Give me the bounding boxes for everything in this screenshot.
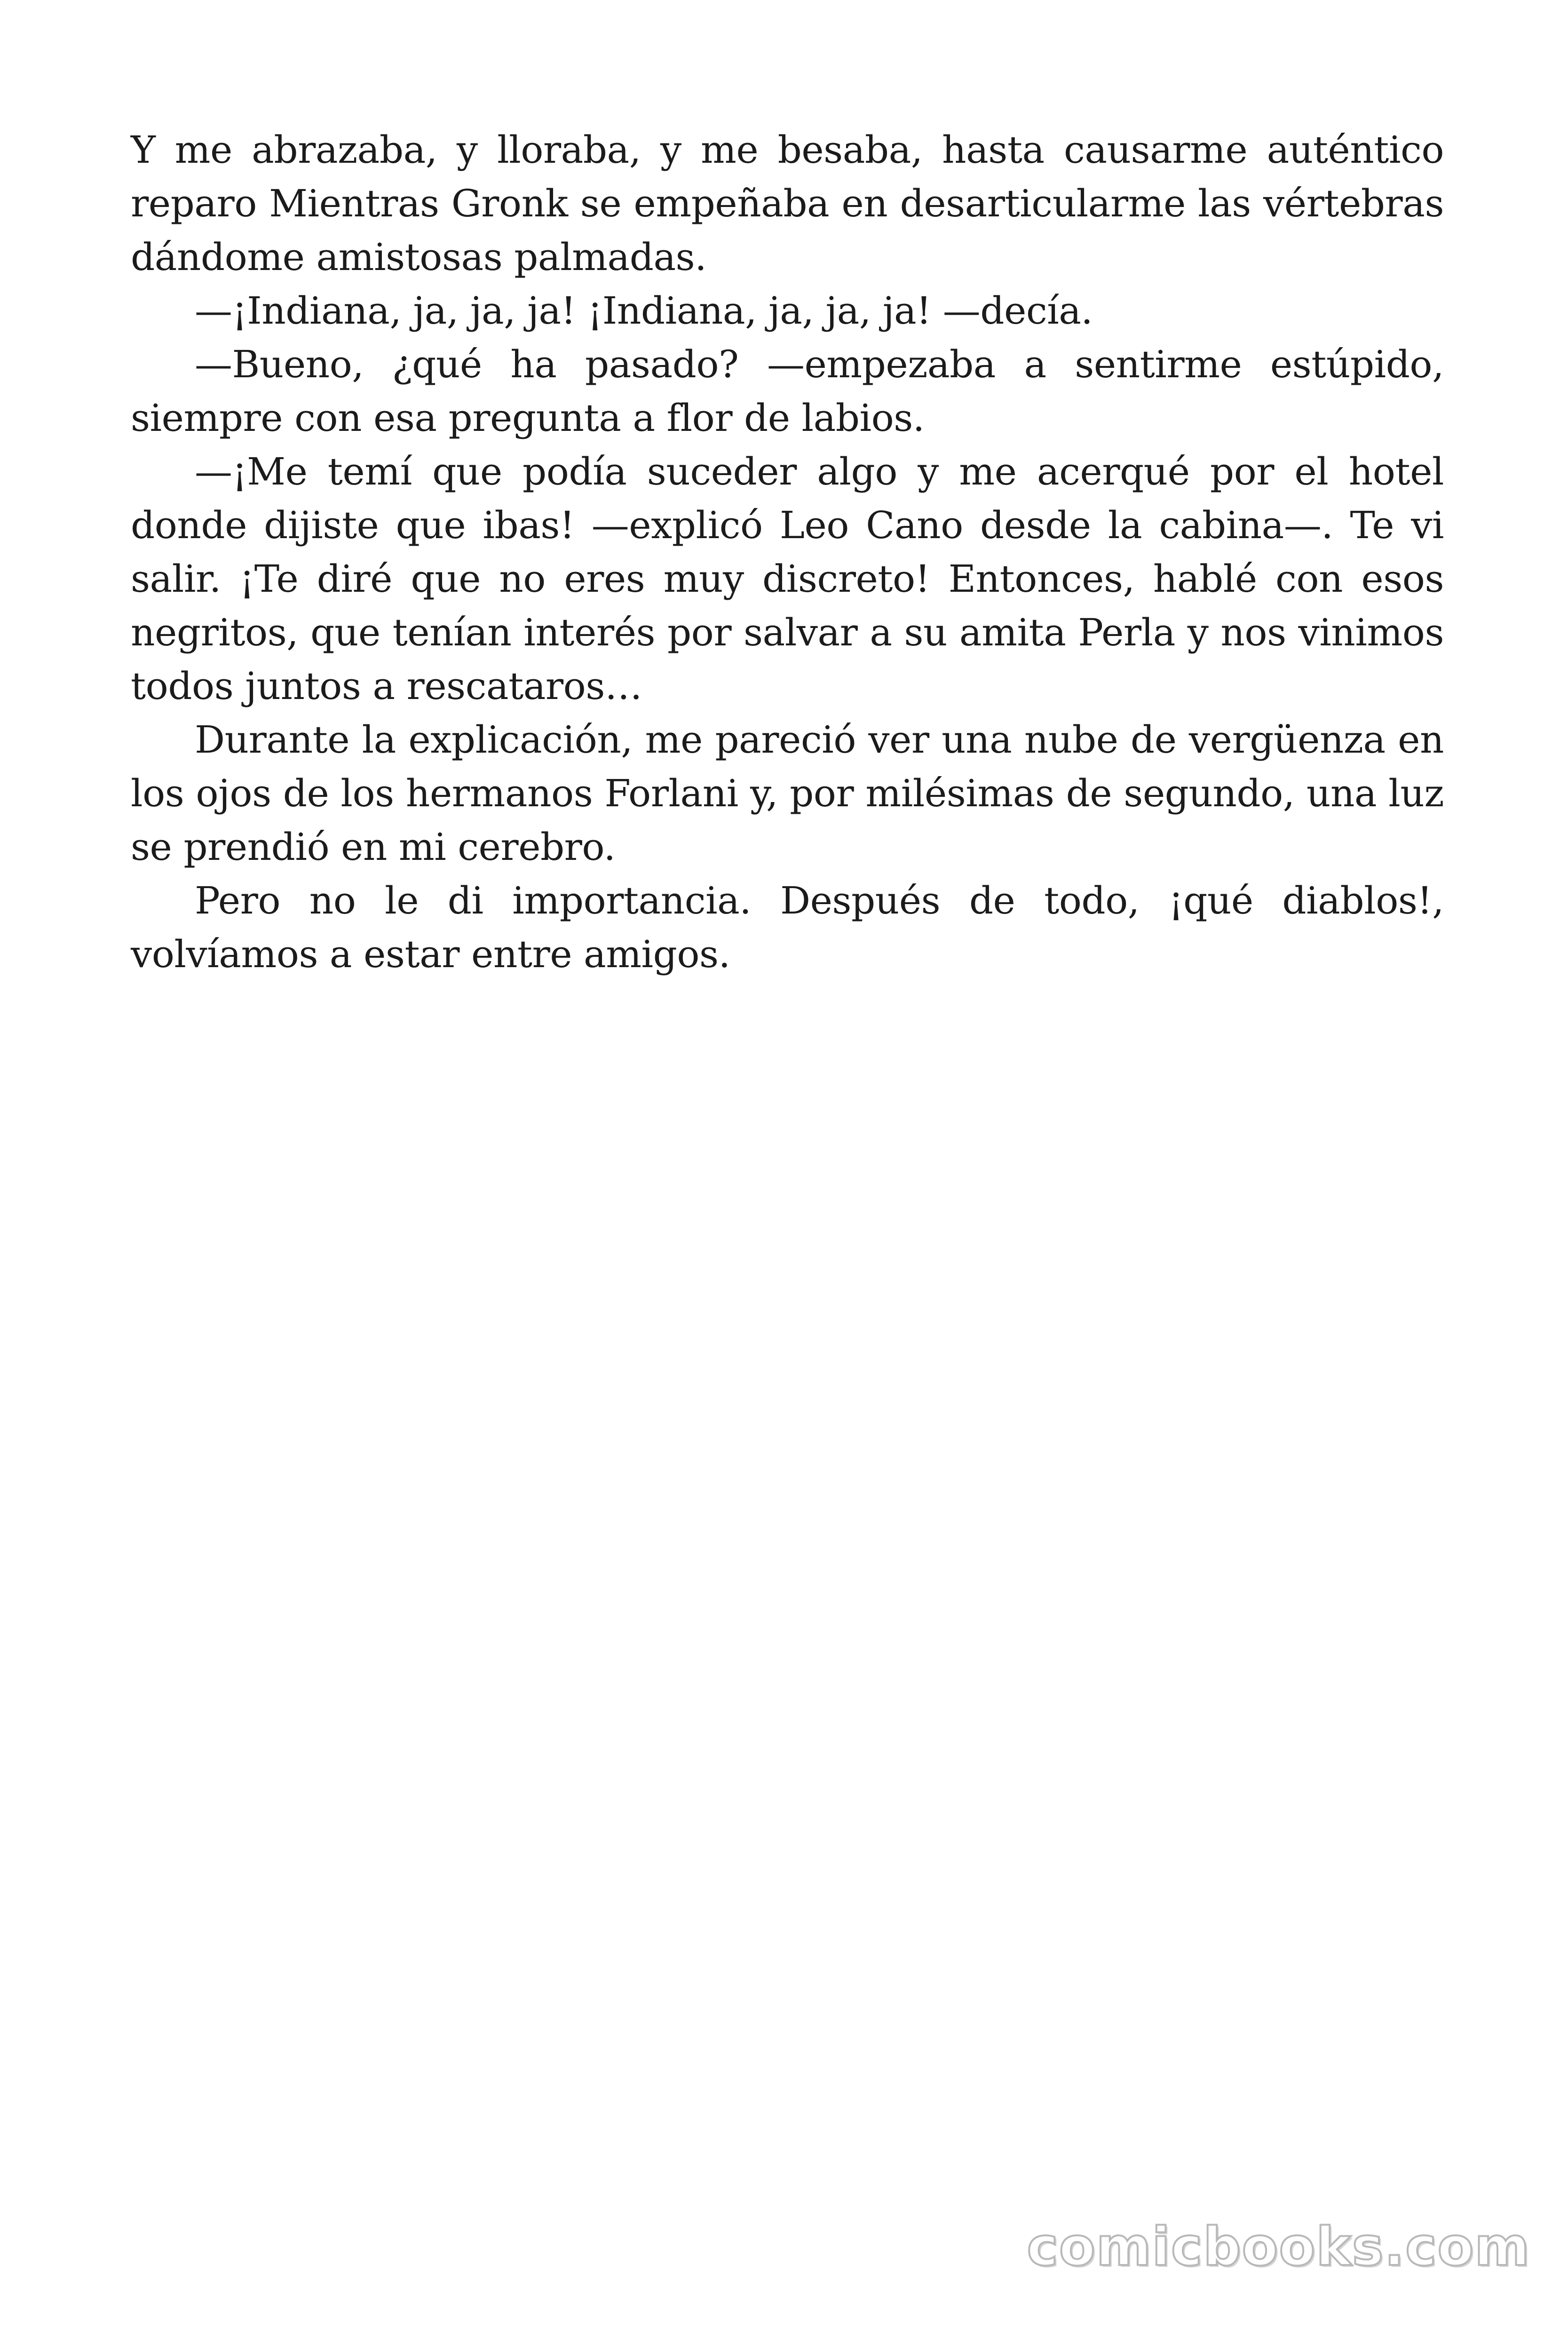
book-page-text <box>131 123 1444 981</box>
paragraph-4: —¡Me temí que podía suceder algo y me acerqué por el hotel donde dijiste que ibas! —explicó Leo Cano desde la cabina—. Te vi salir. ¡Te diré que no eres muy discreto! Entonces, hablé con esos negritos, que tenían interés por salvar a su amita Perla y nos vinimos todos juntos a rescataros… <box>131 450 1444 708</box>
paragraph-2: —¡Indiana, ja, ja, ja! ¡Indiana, ja, ja, ja! —decía. <box>195 289 1093 333</box>
paragraph-3: —Bueno, ¿qué ha pasado? —empezaba a sentirme estúpido, siempre con esa pregunta a flor de labios. <box>131 342 1444 440</box>
paragraph-1: Y me abrazaba, y lloraba, y me besaba, hasta causarme auténtico reparo Mientras Gronk se empeñaba en desarticularme las vértebras dándome amistosas palmadas. <box>131 128 1444 279</box>
paragraph-6: Pero no le di importancia. Después de todo, ¡qué diablos!, volvíamos a estar entre amigos. <box>131 879 1444 976</box>
paragraph-5: Durante la explicación, me pareció ver una nube de vergüenza en los ojos de los hermanos Forlani y, por milésimas de segundo, una luz se prendió en mi cerebro. <box>131 718 1444 869</box>
watermark-logo: comicbooks.com <box>1027 2217 1530 2278</box>
